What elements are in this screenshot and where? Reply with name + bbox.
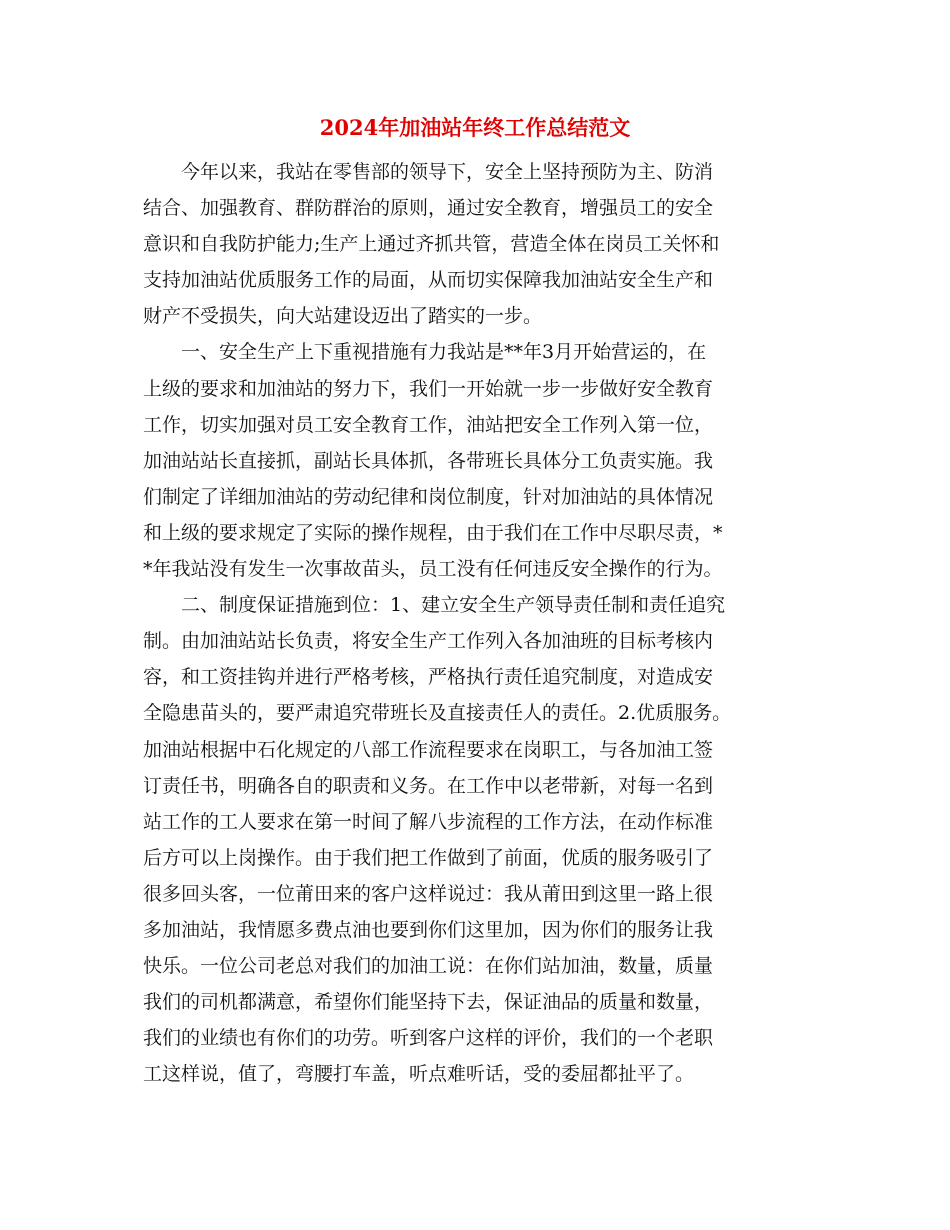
document-body	[143, 154, 808, 1092]
text-line: 后方可以上岗操作。由于我们把工作做到了前面，优质的服务吸引了	[143, 846, 714, 869]
text-line: 二、制度保证措施到位：1、建立安全生产领导责任制和责任追究	[181, 594, 726, 617]
text-line: 我们的业绩也有你们的功劳。听到客户这样的评价，我们的一个老职	[143, 1027, 714, 1050]
text-line: 很多回头客，一位莆田来的客户这样说过：我从莆田到这里一路上很	[143, 882, 714, 905]
text-line: 财产不受损失，向大站建设迈出了踏实的一步。	[143, 305, 543, 328]
text-line: 制。由加油站站长负责，将安全生产工作列入各加油班的目标考核内	[143, 630, 714, 653]
text-line: 订责任书，明确各自的职责和义务。在工作中以老带新，对每一名到	[143, 774, 714, 797]
text-line: 站工作的工人要求在第一时间了解八步流程的工作方法，在动作标准	[143, 810, 714, 833]
text-line: 加油站站长直接抓，副站长具体抓，各带班长具体分工负责实施。我	[143, 449, 714, 472]
text-line: 全隐患苗头的，要严肃追究带班长及直接责任人的责任。2.优质服务。	[143, 702, 732, 725]
text-line: 上级的要求和加油站的努力下，我们一开始就一步一步做好安全教育	[143, 377, 714, 400]
text-line: 今年以来，我站在零售部的领导下，安全上坚持预防为主、防消	[181, 161, 714, 183]
text-line: 意识和自我防护能力;生产上通过齐抓共管，营造全体在岗员工关怀和	[143, 233, 720, 256]
text-line: 工这样说，值了，弯腰打车盖，听点难听话，受的委屈都扯平了。	[143, 1063, 695, 1086]
text-line: 快乐。一位公司老总对我们的加油工说：在你们站加油，数量，质量	[143, 955, 714, 978]
text-line: 和上级的要求规定了实际的操作规程，由于我们在工作中尽职尽责，*	[143, 521, 723, 544]
text-line: 们制定了详细加油站的劳动纪律和岗位制度，针对加油站的具体情况	[143, 485, 714, 508]
text-line: 多加油站，我情愿多费点油也要到你们这里加，因为你们的服务让我	[143, 918, 714, 941]
text-line: 加油站根据中石化规定的八部工作流程要求在岗职工，与各加油工签	[143, 738, 714, 761]
text-line: *年我站没有发生一次事故苗头，员工没有任何违反安全操作的行为。	[143, 558, 723, 581]
text-line: 容，和工资挂钩并进行严格考核，严格执行责任追究制度，对造成安	[143, 666, 714, 689]
document-title: 2024年加油站年终工作总结范文	[319, 115, 631, 140]
text-line: 一、安全生产上下重视措施有力我站是**年3月开始营运的，在	[181, 341, 707, 364]
text-line: 结合、加强教育、群防群治的原则，通过安全教育，增强员工的安全	[143, 197, 714, 220]
text-line: 支持加油站优质服务工作的局面，从而切实保障我加油站安全生产和	[143, 269, 714, 292]
text-line: 我们的司机都满意，希望你们能坚持下去，保证油品的质量和数量，	[143, 991, 714, 1014]
text-line: 工作，切实加强对员工安全教育工作，油站把安全工作列入第一位，	[143, 413, 714, 436]
